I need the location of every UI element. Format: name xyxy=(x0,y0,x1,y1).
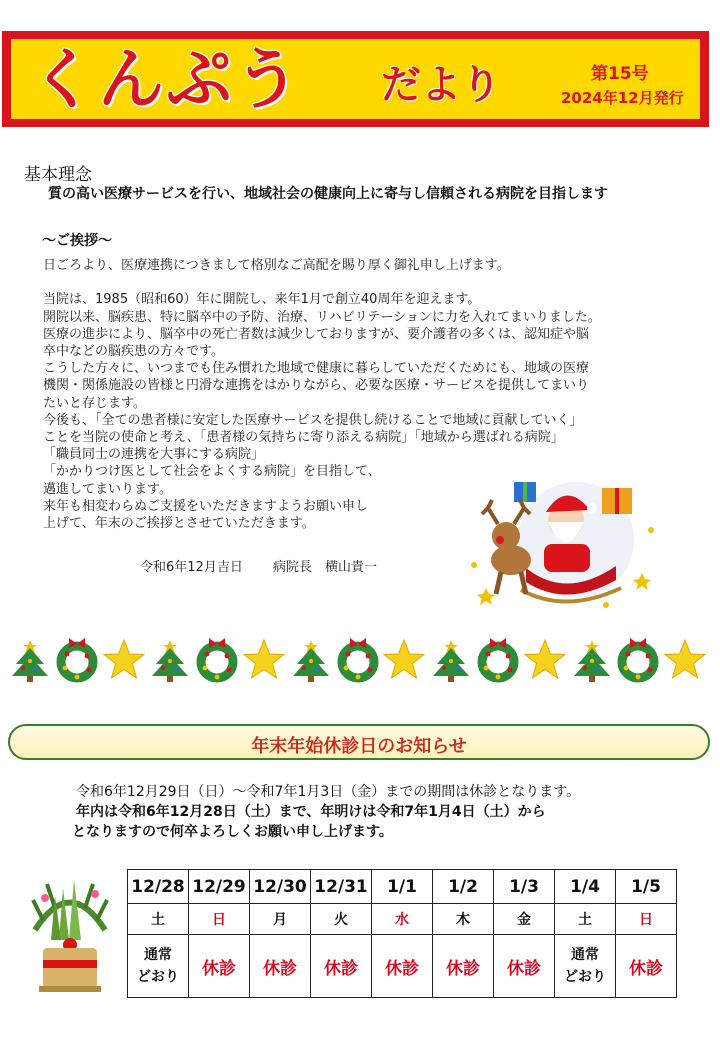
holiday-schedule-table xyxy=(127,869,677,998)
masthead-banner xyxy=(2,31,709,127)
tree-icon xyxy=(8,636,52,684)
schedule-status-cell: 休診 xyxy=(433,935,494,998)
schedule-status-row xyxy=(128,935,677,998)
schedule-status-cell: 休診 xyxy=(250,935,311,998)
schedule-date-cell: 1/2 xyxy=(433,870,494,904)
santa-reindeer-illustration xyxy=(466,470,661,620)
schedule-days-row xyxy=(128,904,677,935)
greeting-line: 「職員同士の連携を大事にする病院」 xyxy=(43,447,265,463)
schedule-day-cell: 日 xyxy=(189,904,250,935)
star-icon xyxy=(102,636,146,684)
notice-line-1: 令和6年12月29日（日）～令和7年1月3日（金）までの期間は休診となります。 xyxy=(76,784,581,800)
schedule-status-cell: 休診 xyxy=(311,935,372,998)
wreath-icon xyxy=(336,636,380,684)
notice-line-2: 年内は令和6年12月28日（土）まで、年明けは令和7年1月4日（土）から xyxy=(76,804,546,820)
schedule-day-cell: 木 xyxy=(433,904,494,935)
schedule-date-cell: 12/31 xyxy=(311,870,372,904)
schedule-day-cell: 水 xyxy=(372,904,433,935)
schedule-status-cell: 休診 xyxy=(616,935,677,998)
wreath-icon xyxy=(195,636,239,684)
greeting-line: 来年も相変わらぬご支援をいただきますようお願い申し xyxy=(43,498,369,514)
holiday-notice-banner xyxy=(8,724,710,760)
greeting-line: 上げて、年末のご挨拶とさせていただきます。 xyxy=(43,516,315,531)
philosophy-text: 質の高い医療サービスを行い、地域社会の健康向上に寄与し信頼される病院を目指します xyxy=(48,186,608,202)
greeting-line: 日ごろより、医療連携につきまして格別なご高配を賜り厚く御礼申し上げます。 xyxy=(43,258,510,273)
schedule-day-cell: 月 xyxy=(250,904,311,935)
issue-number: 第15号 xyxy=(591,64,649,84)
star-icon xyxy=(382,636,426,684)
schedule-date-cell: 1/3 xyxy=(494,870,555,904)
schedule-date-cell: 1/1 xyxy=(372,870,433,904)
greeting-line: 医療の進歩により、脳卒中の死亡者数は減少しておりますが、要介護者の多くは、認知症や脳 xyxy=(43,326,590,342)
notice-line-3: となりますので何卒よろしくお願い申し上げます。 xyxy=(72,824,393,840)
schedule-day-cell: 金 xyxy=(494,904,555,935)
greeting-line: たいと存じます。 xyxy=(43,395,146,411)
issue-date: 2024年12月発行 xyxy=(561,89,684,107)
tree-icon xyxy=(429,636,473,684)
decoration-row xyxy=(8,636,712,686)
schedule-day-cell: 土 xyxy=(128,904,189,935)
schedule-status-cell: 休診 xyxy=(189,935,250,998)
schedule-date-cell: 1/4 xyxy=(555,870,616,904)
greeting-line: ことを当院の使命と考え、「患者様の気持ちに寄り添える病院」「地域から選ばれる病院」 xyxy=(43,430,564,445)
philosophy-heading: 基本理念 xyxy=(24,165,92,185)
masthead-panel xyxy=(11,39,700,119)
kadomatsu-illustration xyxy=(25,870,115,995)
star-icon xyxy=(663,636,707,684)
greeting-line: 「かかりつけ医として社会をよくする病院」を目指して、 xyxy=(43,464,381,480)
schedule-status-cell: 通常 どおり xyxy=(555,935,616,998)
star-icon xyxy=(242,636,286,684)
schedule-day-cell: 火 xyxy=(311,904,372,935)
schedule-day-cell: 土 xyxy=(555,904,616,935)
greeting-line: 今後も、「全ての患者様に安定した医療サービスを提供し続けることで地域に貢献していく」 xyxy=(43,412,583,428)
schedule-status-cell: 通常 どおり xyxy=(128,935,189,998)
schedule-date-cell: 1/5 xyxy=(616,870,677,904)
masthead-title: くんぷう xyxy=(30,41,302,118)
wreath-icon xyxy=(476,636,520,684)
schedule-dates-row xyxy=(128,870,677,904)
wreath-icon xyxy=(55,636,99,684)
star-icon xyxy=(523,636,567,684)
holiday-notice-title: 年末年始休診日のお知らせ xyxy=(251,736,467,757)
signature xyxy=(140,556,403,575)
tree-icon xyxy=(148,636,192,684)
greeting-heading: ～ご挨拶～ xyxy=(42,233,112,249)
greeting-line: 機関・関係施設の皆様と円滑な連携をはかりながら、必要な医療・サービスを提供してまいり xyxy=(43,378,590,394)
greeting-line: 邁進してまいります。 xyxy=(43,481,172,497)
schedule-date-cell: 12/28 xyxy=(128,870,189,904)
tree-icon xyxy=(570,636,614,684)
greeting-line: 開院以来、脳疾患、特に脳卒中の予防、治療、リハビリテーションに力を入れてまいりました。 xyxy=(43,309,601,325)
tree-icon xyxy=(289,636,333,684)
greeting-line: 卒中などの脳疾患の方々です。 xyxy=(43,344,224,359)
schedule-day-cell: 日 xyxy=(616,904,677,935)
schedule-status-cell: 休診 xyxy=(494,935,555,998)
greeting-line: 当院は、1985（昭和60）年に開院し、来年1月で創立40周年を迎えます。 xyxy=(43,292,481,308)
signature-date: 令和6年12月吉日 xyxy=(140,560,243,575)
signature-name: 病院長 横山貴一 xyxy=(272,560,377,575)
masthead-subtitle: だより xyxy=(381,62,501,108)
wreath-icon xyxy=(616,636,660,684)
greeting-line: こうした方々に、いつまでも住み慣れた地域で健康に暮らしていただくためにも、地域の医療 xyxy=(43,361,590,377)
schedule-date-cell: 12/29 xyxy=(189,870,250,904)
schedule-date-cell: 12/30 xyxy=(250,870,311,904)
schedule-status-cell: 休診 xyxy=(372,935,433,998)
